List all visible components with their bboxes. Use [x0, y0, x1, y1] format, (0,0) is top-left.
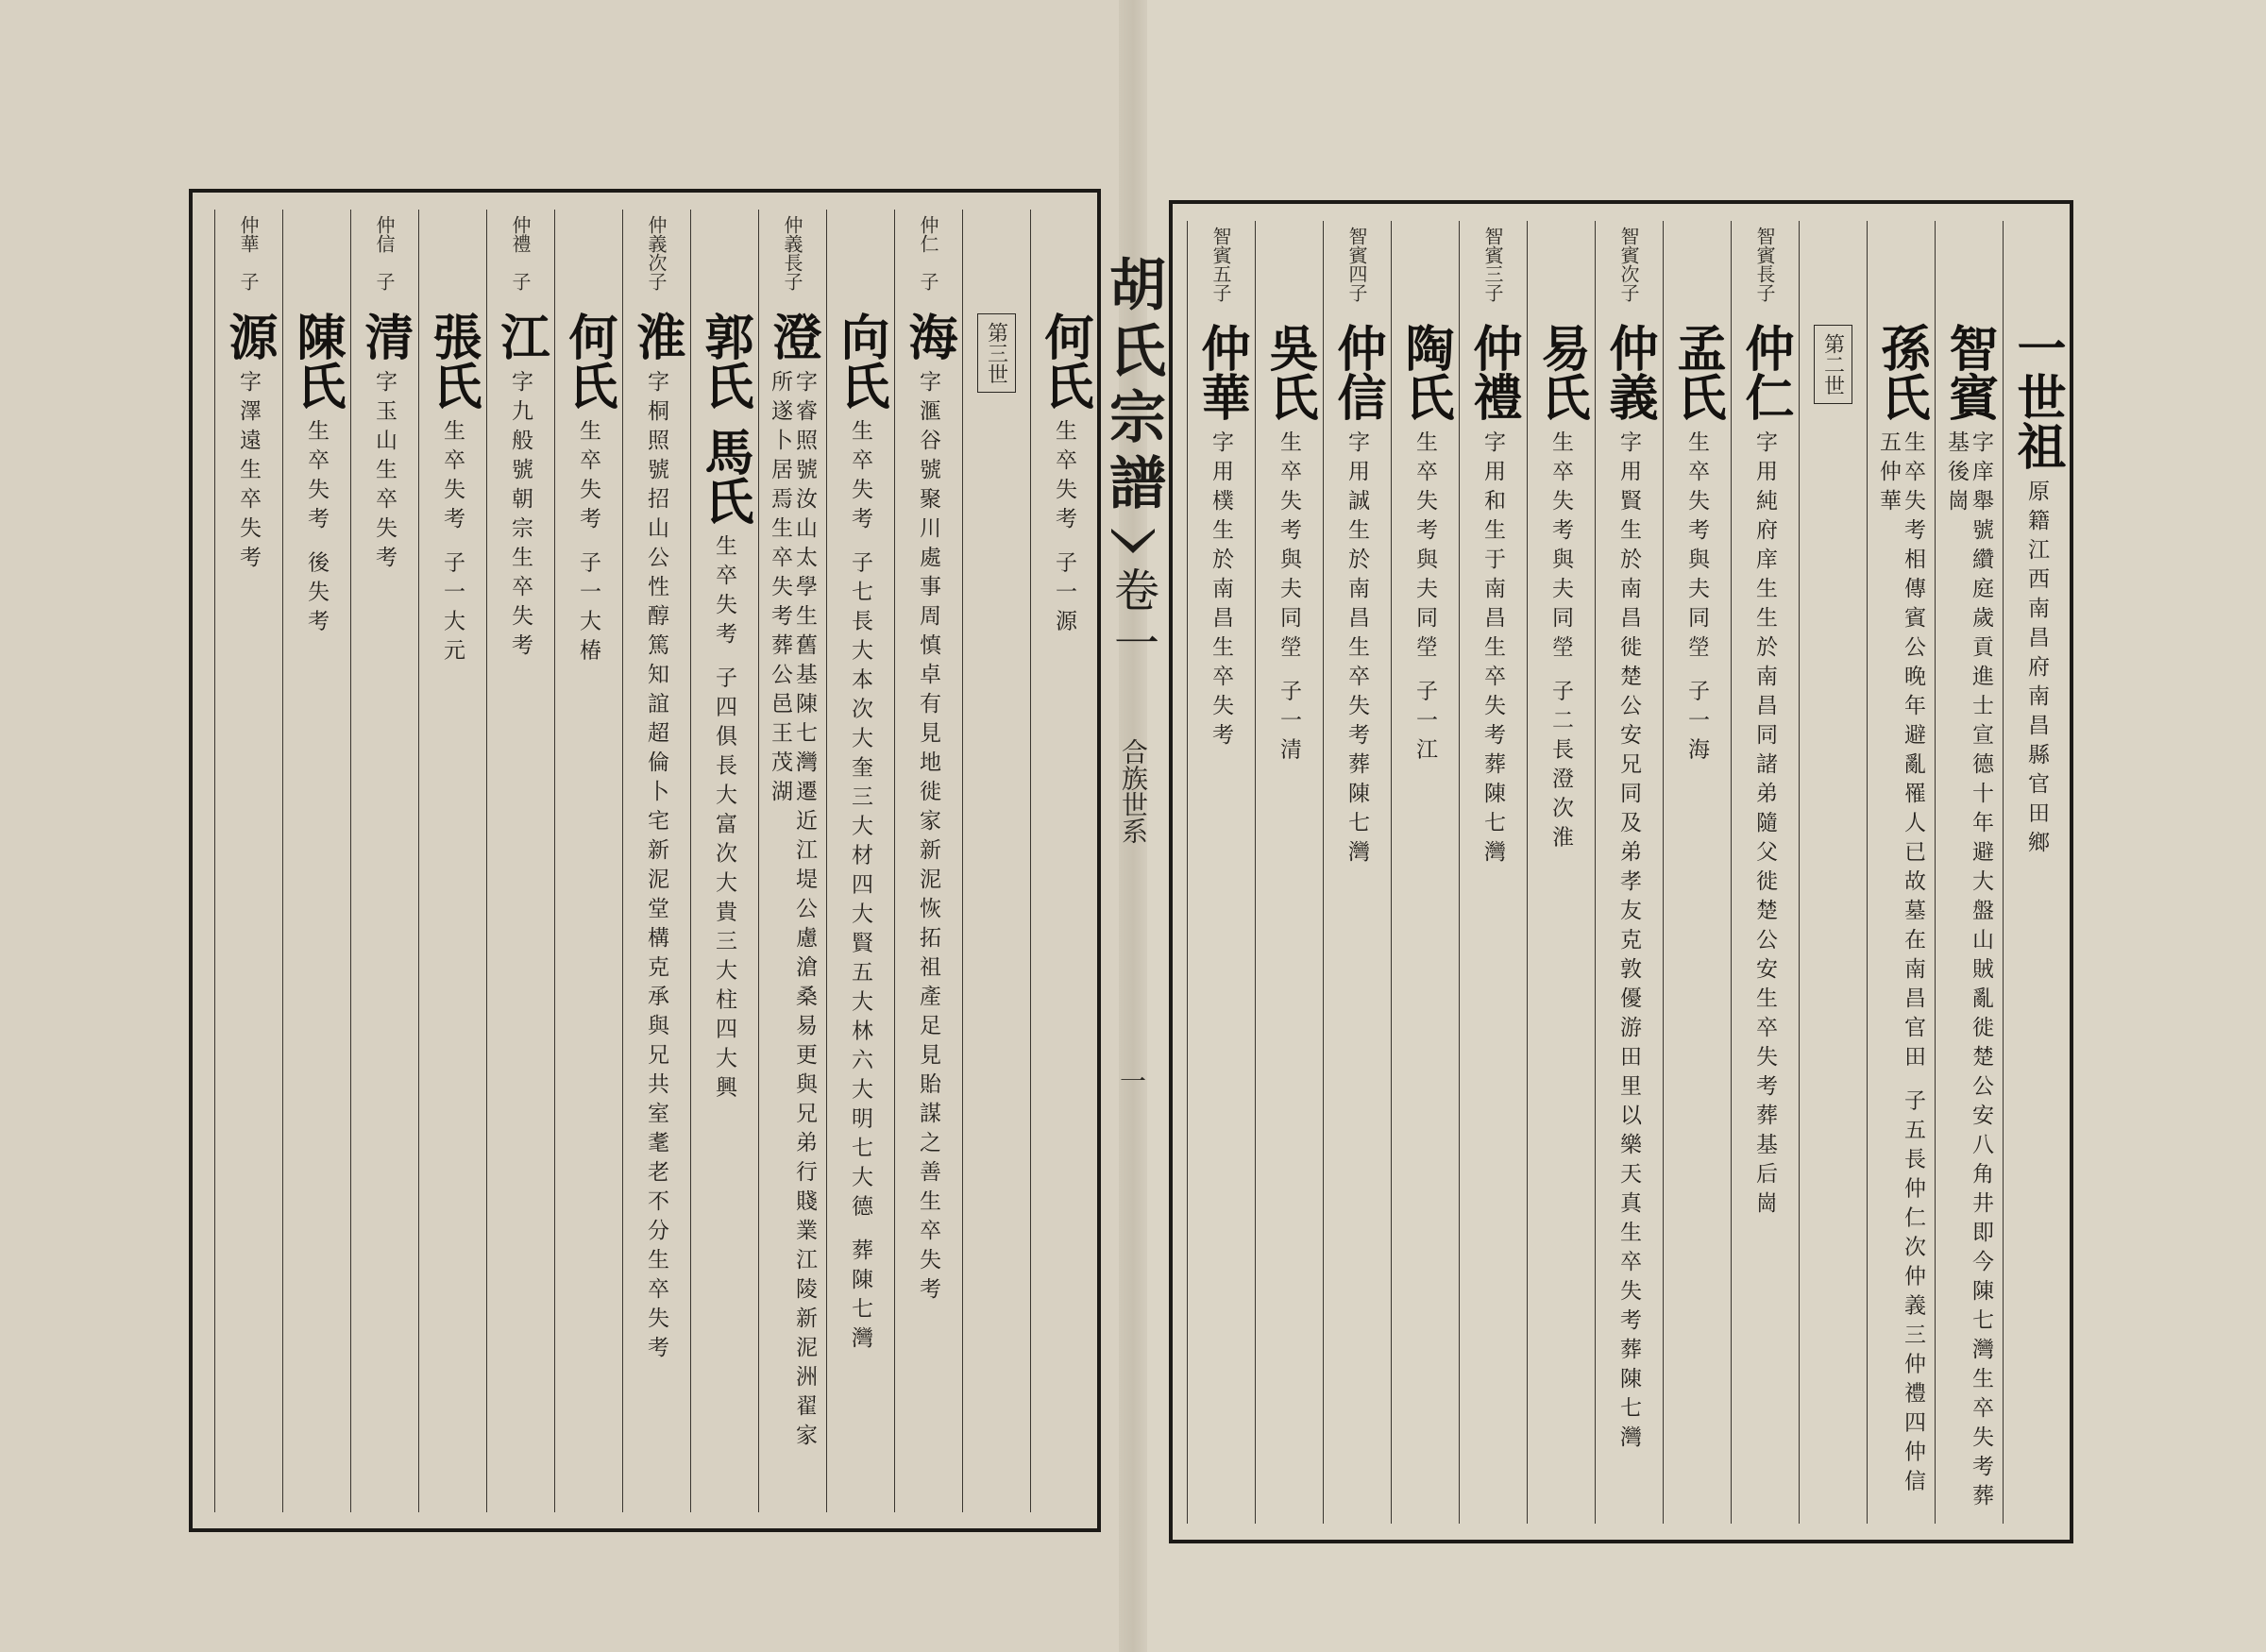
column-zhongyi [1595, 221, 1662, 1524]
person-name: 吳氏 [1260, 323, 1318, 421]
page-number: 一 [1119, 1066, 1146, 1097]
column-zhongxin [1323, 221, 1390, 1524]
column-jiang [486, 210, 553, 1512]
person-name: 清 [356, 312, 414, 361]
column-head: 仲禮 子 [509, 215, 532, 291]
column-head: 仲信 子 [373, 215, 396, 291]
person-record: 生卒失考與夫同塋 子二長澄次淮 [1548, 430, 1573, 855]
book-title: 胡氏宗譜 [1100, 255, 1166, 519]
person-name: 海 [900, 312, 957, 361]
column-head: 智賓長子 [1753, 227, 1776, 302]
column-huai [622, 210, 689, 1512]
person-record: 字用純府庠生生於南昌同諸弟隨父徙楚公安生卒失考葬基后崗 [1752, 430, 1777, 1221]
column-head: 智賓四子 [1345, 227, 1368, 302]
person-name: 向氏 [832, 312, 889, 410]
column-yi-shi [1527, 221, 1594, 1524]
person-name: 仲信 [1328, 323, 1386, 421]
person-name: 源 [220, 312, 278, 361]
column-generation-3 [962, 210, 1029, 1512]
person-record: 字睿照號汝山太學生舊基陳七灣遷近江堤公慮滄桑易更與兄弟行賤業江陵新泥洲翟家所遂卜居焉生卒失考葬公邑王茂湖 [768, 370, 817, 1453]
person-record: 生卒失考相傳賓公晚年避亂罹人已故墓在南昌官田 子五長仲仁次仲義三仲禮四仲信五仲華 [1876, 430, 1925, 1499]
column-head: 仲華 子 [237, 215, 260, 291]
person-record: 生卒失考與夫同塋 子一清 [1277, 430, 1301, 767]
person-record: 生卒失考 子四俱長大富次大貴三大柱四大興 [712, 534, 736, 1105]
volume-label: 卷一 [1106, 566, 1159, 672]
person-record: 生卒失考 子一大椿 [576, 419, 600, 668]
column-head: 仲義長子 [781, 215, 803, 291]
person-record: 生卒失考 後失考 [304, 419, 329, 639]
column-tao-shi [1391, 221, 1458, 1524]
column-sun-shi [1867, 221, 1934, 1524]
person-name: 仲華 [1192, 323, 1250, 421]
column-hai [894, 210, 961, 1512]
person-record: 字用和生于南昌生卒失考葬陳七灣 [1480, 430, 1505, 869]
person-name: 智賓 [1940, 323, 1998, 421]
column-first-ancestor [2003, 221, 2070, 1524]
column-chen-shi [282, 210, 349, 1512]
person-record: 生卒失考 子七長大本次大奎三大材四大賢五大林六大明七大德 葬陳七灣 [848, 419, 872, 1356]
column-qing [350, 210, 417, 1512]
column-head: 智賓次子 [1617, 227, 1640, 302]
person-record: 字澤遠生卒失考 [236, 370, 261, 575]
column-zhang-shi [418, 210, 485, 1512]
person-record: 原籍江西南昌府南昌縣官田鄉 [2024, 480, 2049, 860]
column-head: 智賓三子 [1481, 227, 1504, 302]
person-name: 何氏 [1036, 312, 1093, 410]
section-label: 合族世系 [1118, 738, 1149, 844]
person-record: 字庠舉號纘庭歲貢進士宣德十年避大盤山賊亂徙楚公安八角井即今陳七灣生卒失考葬基後崗 [1944, 430, 1993, 1513]
column-generation-2 [1799, 221, 1866, 1524]
column-he-shi-1 [1030, 210, 1097, 1512]
column-wu-shi [1255, 221, 1322, 1524]
column-head: 仲仁 子 [917, 215, 939, 291]
person-record: 字桐照號招山公性醇篤知誼超倫卜宅新泥堂構克承與兄共室耄老不分生卒失考 [644, 370, 668, 1365]
person-name: 淮 [628, 312, 685, 361]
column-head: 仲義次子 [645, 215, 668, 291]
right-page-frame [1169, 200, 2073, 1543]
person-name: 陳氏 [288, 312, 346, 410]
person-record: 生卒失考 子一源 [1052, 419, 1076, 639]
person-name: 仲義 [1600, 323, 1658, 421]
column-guo-ma-shi [690, 210, 757, 1512]
person-record: 字玉山生卒失考 [372, 370, 397, 575]
person-name: 江 [492, 312, 550, 361]
person-name: 張氏 [424, 312, 482, 410]
person-name: 何氏 [560, 312, 617, 410]
fishtail-mark-icon [1109, 529, 1157, 557]
column-he-shi-2 [554, 210, 621, 1512]
column-cheng [758, 210, 825, 1512]
column-xiang-shi [826, 210, 893, 1512]
left-page-frame [189, 189, 1101, 1532]
column-zhongren [1731, 221, 1798, 1524]
person-name: 仲仁 [1736, 323, 1794, 421]
generation-label: 第二世 [1814, 325, 1852, 404]
person-record: 字九般號朝宗生卒失考 [508, 370, 533, 663]
person-record: 生卒失考 子一大元 [440, 419, 465, 668]
column-zhonghua [1187, 221, 1254, 1524]
person-name: 陶氏 [1396, 323, 1454, 421]
person-record: 字用樸生於南昌生卒失考 [1209, 430, 1233, 752]
person-record: 字用賢生於南昌徙楚公安兄同及弟孝友克敦優游田里以樂天真生卒失考葬陳七灣 [1616, 430, 1641, 1455]
person-name: 仲禮 [1464, 323, 1522, 421]
column-yuan [214, 210, 281, 1512]
person-record: 字滙谷號聚川處事周慎卓有見地徙家新泥恢拓祖產足見貽謀之善生卒失考 [916, 370, 940, 1306]
person-name: 一世祖 [2008, 323, 2066, 470]
person-name: 孫氏 [1872, 323, 1930, 421]
person-record: 生卒失考與夫同塋 子一海 [1684, 430, 1709, 767]
column-meng-shi [1663, 221, 1730, 1524]
person-name: 郭氏 馬氏 [696, 312, 753, 526]
person-record: 生卒失考與夫同塋 子一江 [1412, 430, 1437, 767]
generation-label: 第三世 [977, 313, 1016, 393]
person-name: 孟氏 [1668, 323, 1726, 421]
column-zhibin [1935, 221, 2002, 1524]
column-head: 智賓五子 [1209, 227, 1232, 302]
book-spine [1095, 189, 1171, 1529]
person-name: 澄 [764, 312, 821, 361]
column-zhongli [1459, 221, 1526, 1524]
person-name: 易氏 [1532, 323, 1590, 421]
person-record: 字用誠生於南昌生卒失考葬陳七灣 [1344, 430, 1369, 869]
